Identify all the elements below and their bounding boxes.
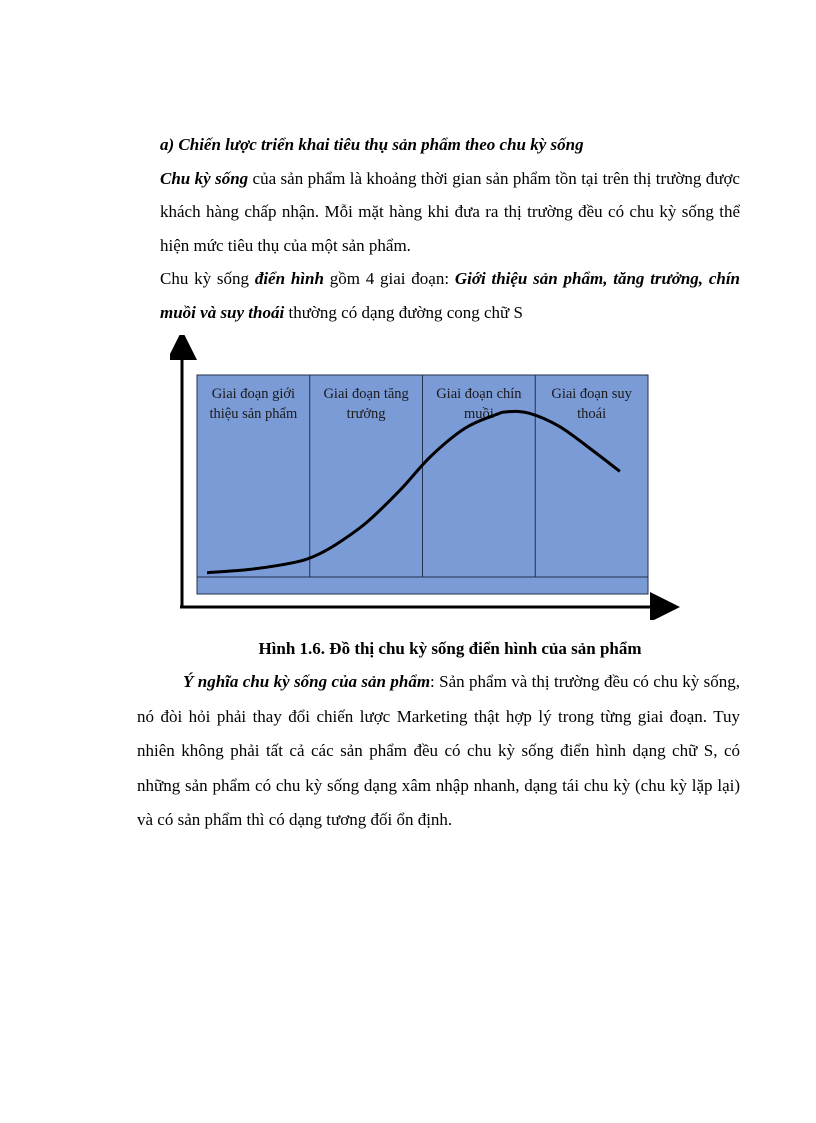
stage-label: Giai đoạn tăng [323, 386, 409, 402]
stage-label: muồi [463, 406, 494, 422]
life-cycle-chart [170, 335, 680, 620]
stages-emph-1: điển hình [254, 269, 324, 288]
stage-label: thiệu sản phẩm [209, 406, 298, 422]
stages-text-3: thường có dạng đường cong chữ S [284, 302, 523, 322]
figure-caption: Hình 1.6. Đồ thị chu kỳ sống điển hình của sản phẩm [258, 639, 642, 658]
stages-emph-2: Giới thiệu sản phẩm, tăng trưởng, chín muồi và suy thoái [160, 269, 741, 322]
definition-text: của sản phẩm là khoảng thời gian sản phẩm tồn tại trên thị trường được khách hàng chấp nhận. Mỗi mặt hàng khi đưa ra thị trường đều có chu kỳ sống thể hiện mức tiêu thụ của một sản phẩm. [160, 168, 740, 255]
term-chu-ky-song: Chu kỳ sống [160, 168, 249, 188]
stage-label: Giai đoạn chín [436, 386, 522, 402]
stage-label: thoái [577, 406, 607, 422]
stage-label: Giai đoạn suy [551, 386, 632, 402]
section-heading: a) Chiến lược triển khai tiêu thụ sản phẩm theo chu kỳ sống [160, 135, 584, 154]
stages-text-1: Chu kỳ sống [160, 269, 255, 288]
term-y-nghia: Ý nghĩa chu kỳ sống của sản phẩm [183, 672, 431, 691]
stage-label: Giai đoạn giới [211, 386, 296, 402]
stages-text-2: gồm 4 giai đoạn: [323, 269, 455, 288]
meaning-text: : Sản phẩm và thị trường đều có chu kỳ sống, nó đòi hỏi phải thay đổi chiến lược Marketing thật hợp lý trong từng giai đoạn. Tuy nhiên không phải tất cả các sản phẩm đều có chu kỳ sống điển hình dạng chữ S, có những sản phẩm có chu kỳ sống dạng xâm nhập nhanh, dạng tái chu kỳ (chu kỳ lặp lại) và có sản phẩm thì có dạng tương đối ổn định. [137, 672, 740, 829]
page-body [160, 128, 740, 329]
paragraph-meaning [137, 665, 740, 838]
paragraph-definition [160, 162, 740, 263]
stage-label: trưởng [346, 406, 386, 422]
paragraph-stages [160, 262, 740, 329]
